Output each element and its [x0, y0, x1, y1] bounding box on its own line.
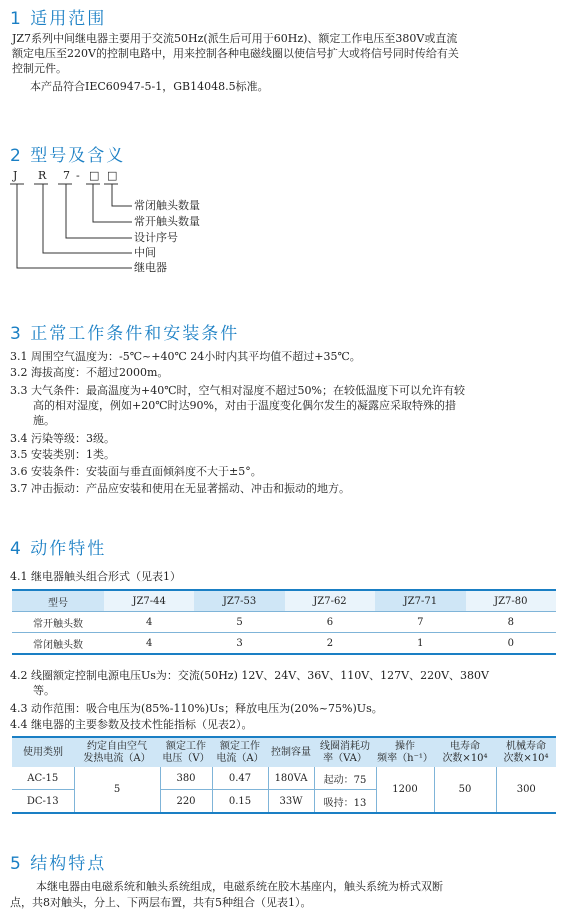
- table-header-cell: 额定工作 电流（A）: [212, 737, 268, 767]
- table-row: [12, 612, 556, 633]
- s3-line-9: 3.7 冲击振动：产品应安装和使用在无显著摇动、冲击和振动的地方。: [10, 482, 350, 495]
- table-cell: 5: [74, 767, 160, 813]
- table-cell: 7: [375, 612, 465, 633]
- label-relay: 继电器: [134, 261, 167, 274]
- table-header-cell: JZ7-53: [194, 590, 284, 612]
- table-cell: 常闭触头数: [12, 633, 104, 655]
- section-4-title: 4 动作特性: [10, 539, 107, 559]
- s4-line-2: 等。: [33, 684, 55, 697]
- table-header-cell: 使用类别: [12, 737, 74, 767]
- table-cell: 50: [434, 767, 496, 813]
- table1-caption: 4.1 继电器触头组合形式（见表1）: [10, 570, 181, 583]
- table-header-cell: JZ7-71: [375, 590, 465, 612]
- s3-line-4: 高的相对湿度，例如+20℃时达90%，对由于温度变化偶尔发生的凝露应采取特殊的措: [33, 399, 456, 412]
- table-cell: 300: [516, 784, 536, 795]
- table-cell: AC-15: [12, 767, 74, 790]
- section-2-title: 2 型号及含义: [10, 146, 126, 166]
- table-header-row: [12, 737, 556, 767]
- label-no-count: 常开触头数量: [134, 215, 200, 228]
- s5-line-2: 点，共8对触头，分上、下两层布置，共有5种组合（见表1）。: [10, 896, 312, 909]
- s1-line-4: 本产品符合IEC60947-5-1，GB14048.5标准。: [30, 80, 269, 93]
- s4-line-1: 4.2 线圈额定控制电源电压Us为：交流(50Hz) 12V、24V、36V、110V、127V、220V、380V: [10, 669, 489, 682]
- table-cell: 1: [375, 633, 465, 655]
- s3-line-1: 3.1 周围空气温度为：-5℃~+40℃ 24小时内其平均值不超过+35℃。: [10, 350, 361, 363]
- table-header-cell: 型号: [12, 590, 104, 612]
- table-header-row: [12, 590, 556, 612]
- s5-line-1: 本继电器由电磁系统和触头系统组成，电磁系统在胶木基座内，触头系统为桥式双断: [36, 880, 443, 893]
- code-r: R: [38, 169, 47, 182]
- s4-line-4: 4.4 继电器的主要参数及技术性能指标（见表2）。: [10, 718, 253, 731]
- table-header-cell: 电寿命 次数×10⁴: [434, 737, 496, 767]
- table-cell: 33W: [268, 790, 314, 814]
- table-header-cell: JZ7-80: [466, 590, 556, 612]
- table-header-cell: 线圈消耗功 率（VA）: [314, 737, 376, 767]
- s1-line-2: 额定电压至220V的控制电路中，用来控制各种电磁线圈以使信号扩大或将信号同时传给有关: [12, 47, 459, 60]
- table-cell: 8: [466, 612, 556, 633]
- s1-line-3: 控制元件。: [12, 62, 67, 75]
- s3-line-8: 3.6 安装条件：安装面与垂直面倾斜度不大于±5°。: [10, 465, 262, 478]
- section-3-title: 3 正常工作条件和安装条件: [10, 324, 240, 344]
- s1-line-1: JZ7系列中间继电器主要用于交流50Hz(派生后可用于60Hz)、额定工作电压至380V或直流: [12, 32, 458, 45]
- s3-line-7: 3.5 安装类别：1类。: [10, 448, 115, 461]
- table-cell: 5: [194, 612, 284, 633]
- code-j: J: [13, 169, 18, 182]
- table-header-cell: 约定自由空气 发热电流（A）: [74, 737, 160, 767]
- code-box-2: □: [107, 169, 118, 182]
- table-cell: 4: [104, 612, 194, 633]
- table-cell: 380: [160, 767, 212, 790]
- table-cell: 220: [160, 790, 212, 814]
- table-cell: 常开触头数: [12, 612, 104, 633]
- code-box-1: □: [89, 169, 100, 182]
- table-cell: 180VA: [268, 767, 314, 790]
- table-header-cell: 操作 频率（h⁻¹）: [376, 737, 434, 767]
- table-header-cell: 额定工作 电压（V）: [160, 737, 212, 767]
- table-header-cell: JZ7-44: [104, 590, 194, 612]
- s4-line-3: 4.3 动作范围：吸合电压为(85%-110%)Us；释放电压为(20%~75%)Us。: [10, 702, 383, 715]
- table-cell: 0.47: [212, 767, 268, 790]
- label-design-no: 设计序号: [134, 231, 178, 244]
- table-cell: 2: [285, 633, 375, 655]
- table-cell: 起动：75: [314, 767, 376, 790]
- table-parameters: [12, 736, 556, 814]
- table-row: [12, 767, 556, 790]
- table-cell: 1200: [376, 767, 434, 813]
- label-nc-count: 常闭触头数量: [134, 199, 200, 212]
- table-header-cell: 机械寿命 次数×10⁴: [496, 737, 556, 767]
- model-code-lines: [0, 0, 140, 280]
- table-cell: 0: [466, 633, 556, 655]
- table-cell: 0.15: [212, 790, 268, 814]
- section-5-title: 5 结构特点: [10, 854, 107, 874]
- s3-line-5: 施。: [33, 414, 55, 427]
- table-contact-combinations: [12, 589, 556, 655]
- label-intermediate: 中间: [134, 246, 156, 259]
- s3-line-2: 3.2 海拔高度：不超过2000m。: [10, 366, 169, 379]
- table-cell: 3: [194, 633, 284, 655]
- s3-line-6: 3.4 污染等级：3级。: [10, 432, 115, 445]
- table-cell: 吸持：13: [314, 790, 376, 814]
- table-header-cell: 控制容量: [268, 737, 314, 767]
- table-header-cell: JZ7-62: [285, 590, 375, 612]
- code-dash: -: [76, 169, 80, 182]
- table-cell: 6: [285, 612, 375, 633]
- table-cell: DC-13: [12, 790, 74, 814]
- code-7: 7: [63, 169, 70, 182]
- table-row: [12, 633, 556, 655]
- s3-line-3: 3.3 大气条件：最高温度为+40℃时，空气相对湿度不超过50%；在较低温度下可以允许有较: [10, 384, 465, 397]
- section-1-title: 1 适用范围: [10, 9, 107, 29]
- table-cell: 4: [104, 633, 194, 655]
